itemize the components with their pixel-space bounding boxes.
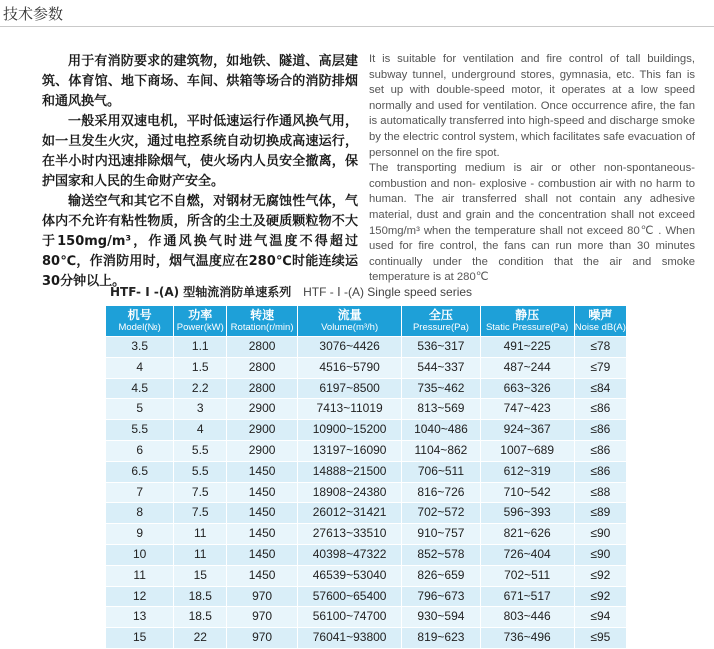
cell-rotation: 2900: [227, 441, 297, 461]
cell-pressure: 930~594: [402, 607, 479, 627]
cell-volume: 13197~16090: [298, 441, 401, 461]
cell-noise: ≤92: [575, 587, 626, 607]
col-header-cn: 机号: [127, 308, 152, 322]
cell-rotation: 2800: [227, 337, 297, 357]
cell-rotation: 1450: [227, 462, 297, 482]
cell-pressure: 813~569: [402, 399, 479, 419]
col-header-en: Noise dB(A): [574, 322, 626, 333]
table-row: [106, 379, 626, 399]
table-row: [106, 337, 626, 357]
cell-noise: ≤86: [575, 399, 626, 419]
cell-volume: 3076~4426: [298, 337, 401, 357]
cell-power: 3: [174, 399, 226, 419]
cell-static-pressure: 803~446: [481, 607, 574, 627]
cell-power: 1.1: [174, 337, 226, 357]
cell-noise: ≤84: [575, 379, 626, 399]
cell-model: 6.5: [106, 462, 173, 482]
cell-pressure: 706~511: [402, 462, 479, 482]
cell-static-pressure: 487~244: [481, 358, 574, 378]
col-header-en: Model(№): [118, 322, 161, 333]
cell-volume: 27613~33510: [298, 524, 401, 544]
col-header-cn: 噪声: [588, 308, 613, 322]
intro-en-paragraph-1: It is suitable for ventilation and fire control of tall buildings, subway tunnel, underground stores, gymnasia, etc. This fan is set up with double-speed motor, it operates at a low speed normally and used for ventilation. Once occurrence afire, the fan is automatically transferred into high-speed and discharge smoke by the electric control system, which facilitates safe evacuation of personnel on the fire spot.: [369, 53, 695, 159]
cell-volume: 46539~53040: [298, 566, 401, 586]
cell-model: 5.5: [106, 420, 173, 440]
col-header-rotation: [227, 306, 297, 336]
cell-power: 7.5: [174, 503, 226, 523]
col-header-en: Volume(m³/h): [321, 322, 379, 333]
cell-static-pressure: 612~319: [481, 462, 574, 482]
cell-pressure: 1104~862: [402, 441, 479, 461]
cell-volume: 18908~24380: [298, 483, 401, 503]
col-header-volume: [298, 306, 401, 336]
cell-volume: 57600~65400: [298, 587, 401, 607]
cell-pressure: 819~623: [402, 628, 479, 648]
cell-volume: 76041~93800: [298, 628, 401, 648]
cell-model: 7: [106, 483, 173, 503]
col-header-static-pressure: [481, 306, 574, 336]
cell-power: 11: [174, 545, 226, 565]
col-header-pressure: [402, 306, 479, 336]
intro-cn-paragraph-1: 用于有消防要求的建筑物，如地铁、隧道、高层建筑、体育馆、地下商场、车间、烘箱等场合的消防排烟和通风换气。: [42, 54, 358, 109]
col-header-en: Pressure(Pa): [412, 322, 469, 333]
cell-power: 5.5: [174, 462, 226, 482]
table-row: [106, 420, 626, 440]
cell-model: 10: [106, 545, 173, 565]
cell-noise: ≤95: [575, 628, 626, 648]
cell-rotation: 2800: [227, 379, 297, 399]
table-row: [106, 441, 626, 461]
col-header-cn: 全压: [428, 308, 453, 322]
intro-cn-paragraph-2: 一般采用双速电机，平时低速运行作通风换气用，如一旦发生火灾，通过电控系统自动切换成高速运行，在半小时内迅速排除烟气，使火场内人员安全撤离，保护国家和人民的生命财产安全。: [42, 114, 358, 189]
cell-volume: 6197~8500: [298, 379, 401, 399]
cell-power: 22: [174, 628, 226, 648]
section-title: 技术参数: [3, 5, 64, 23]
col-header-en: Rotation(r/min): [230, 322, 294, 333]
cell-rotation: 2900: [227, 399, 297, 419]
cell-noise: ≤92: [575, 566, 626, 586]
cell-pressure: 702~572: [402, 503, 479, 523]
col-header-en: Static Pressure(Pa): [485, 322, 569, 333]
table-row: [106, 628, 626, 648]
cell-pressure: 796~673: [402, 587, 479, 607]
table-row: [106, 587, 626, 607]
col-header-model: [106, 306, 173, 336]
cell-power: 5.5: [174, 441, 226, 461]
col-header-en: Power(kW): [176, 322, 224, 333]
cell-static-pressure: 726~404: [481, 545, 574, 565]
cell-rotation: 1450: [227, 545, 297, 565]
cell-static-pressure: 491~225: [481, 337, 574, 357]
cell-pressure: 816~726: [402, 483, 479, 503]
table-row: [106, 358, 626, 378]
cell-power: 18.5: [174, 607, 226, 627]
cell-power: 18.5: [174, 587, 226, 607]
cell-rotation: 970: [227, 628, 297, 648]
table-row: [106, 524, 626, 544]
table-row: [106, 399, 626, 419]
cell-static-pressure: 747~423: [481, 399, 574, 419]
table-title-cn: HTF- Ⅰ -(A) 型轴流消防单速系列: [110, 285, 292, 299]
cell-model: 8: [106, 503, 173, 523]
cell-model: 11: [106, 566, 173, 586]
cell-power: 4: [174, 420, 226, 440]
cell-power: 2.2: [174, 379, 226, 399]
cell-rotation: 970: [227, 607, 297, 627]
cell-static-pressure: 1007~689: [481, 441, 574, 461]
cell-static-pressure: 596~393: [481, 503, 574, 523]
cell-static-pressure: 924~367: [481, 420, 574, 440]
cell-pressure: 910~757: [402, 524, 479, 544]
cell-pressure: 826~659: [402, 566, 479, 586]
col-header-power: [174, 306, 226, 336]
cell-rotation: 2900: [227, 420, 297, 440]
spec-table: [105, 305, 627, 649]
cell-volume: 56100~74700: [298, 607, 401, 627]
cell-power: 11: [174, 524, 226, 544]
cell-static-pressure: 821~626: [481, 524, 574, 544]
cell-noise: ≤86: [575, 441, 626, 461]
cell-pressure: 1040~486: [402, 420, 479, 440]
cell-model: 4.5: [106, 379, 173, 399]
cell-model: 6: [106, 441, 173, 461]
cell-rotation: 1450: [227, 503, 297, 523]
table-row: [106, 462, 626, 482]
cell-pressure: 536~317: [402, 337, 479, 357]
cell-model: 12: [106, 587, 173, 607]
col-header-cn: 流量: [337, 308, 362, 322]
table-title: [110, 283, 472, 300]
cell-rotation: 1450: [227, 566, 297, 586]
cell-power: 15: [174, 566, 226, 586]
cell-model: 13: [106, 607, 173, 627]
cell-static-pressure: 671~517: [481, 587, 574, 607]
table-row: [106, 566, 626, 586]
cell-noise: ≤86: [575, 462, 626, 482]
cell-noise: ≤88: [575, 483, 626, 503]
cell-volume: 4516~5790: [298, 358, 401, 378]
table-row: [106, 545, 626, 565]
cell-model: 3.5: [106, 337, 173, 357]
cell-volume: 14888~21500: [298, 462, 401, 482]
table-title-en: HTF - Ⅰ -(A) Single speed series: [303, 285, 473, 299]
cell-noise: ≤78: [575, 337, 626, 357]
cell-static-pressure: 702~511: [481, 566, 574, 586]
cell-noise: ≤79: [575, 358, 626, 378]
cell-noise: ≤89: [575, 503, 626, 523]
cell-noise: ≤86: [575, 420, 626, 440]
cell-power: 1.5: [174, 358, 226, 378]
cell-noise: ≤90: [575, 524, 626, 544]
col-header-cn: 静压: [515, 308, 540, 322]
cell-rotation: 1450: [227, 483, 297, 503]
table-row: [106, 607, 626, 627]
col-header-cn: 转速: [250, 308, 275, 322]
cell-noise: ≤90: [575, 545, 626, 565]
table-header-row: [106, 306, 626, 336]
table-row: [106, 483, 626, 503]
cell-volume: 10900~15200: [298, 420, 401, 440]
cell-power: 7.5: [174, 483, 226, 503]
cell-model: 9: [106, 524, 173, 544]
cell-volume: 40398~47322: [298, 545, 401, 565]
table-body: [106, 337, 626, 648]
intro-chinese: [42, 52, 358, 292]
cell-static-pressure: 710~542: [481, 483, 574, 503]
cell-rotation: 970: [227, 587, 297, 607]
intro-english: [369, 52, 695, 286]
cell-noise: ≤94: [575, 607, 626, 627]
cell-model: 5: [106, 399, 173, 419]
cell-static-pressure: 736~496: [481, 628, 574, 648]
col-header-noise: [575, 306, 626, 336]
cell-model: 15: [106, 628, 173, 648]
cell-pressure: 544~337: [402, 358, 479, 378]
table-row: [106, 503, 626, 523]
cell-model: 4: [106, 358, 173, 378]
cell-rotation: 1450: [227, 524, 297, 544]
intro-en-paragraph-2: The transporting medium is air or other non-spontaneous-combustion and non- explosive - combustion air with no harm to human. The air transferred shall not contain any adhesive material, dust and grain and the concentration shall not exceed 150mg/m³ when the temperature shall not exceed 80℃ . When used for fire control, the fans can run more than 30 minutes continually under the condition that the air and smoke temperature is at 280℃: [369, 162, 695, 284]
cell-volume: 26012~31421: [298, 503, 401, 523]
section-header: [0, 0, 714, 27]
cell-rotation: 2800: [227, 358, 297, 378]
cell-static-pressure: 663~326: [481, 379, 574, 399]
col-header-cn: 功率: [188, 308, 213, 322]
intro-cn-paragraph-3: 输送空气和其它不自燃，对钢材无腐蚀性气体，气体内不允许有粘性物质，所含的尘土及硬质颗粒物不大于150mg/m³，作通风换气时进气温度不得超过80℃，作消防用时，烟气温度应在280℃时能连续运30分钟以上。: [42, 194, 358, 289]
cell-pressure: 852~578: [402, 545, 479, 565]
cell-pressure: 735~462: [402, 379, 479, 399]
cell-volume: 7413~11019: [298, 399, 401, 419]
